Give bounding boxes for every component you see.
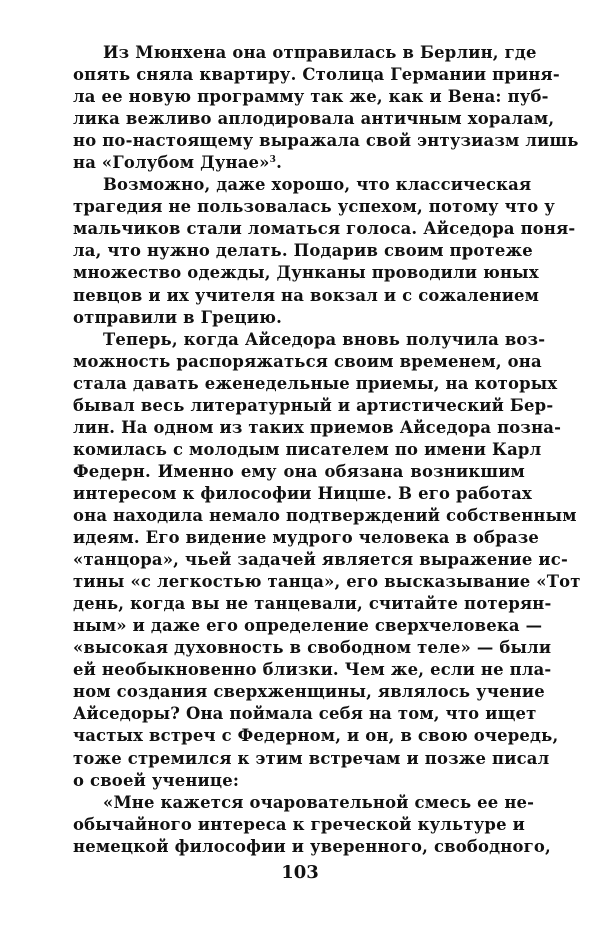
paragraph-4-quote bbox=[73, 792, 551, 858]
text-line: мальчиков стали ломаться голоса. Айседора поня- bbox=[73, 219, 576, 239]
text-line: Федерн. Именно ему она обязана возникшим bbox=[73, 461, 525, 481]
text-line: «Мне кажется очаровательной смесь ее не- bbox=[103, 792, 535, 812]
text-line: идеям. Его видение мудрого человека в образе bbox=[73, 528, 539, 548]
text-line: «высокая духовность в свободном теле» — были bbox=[73, 638, 552, 658]
text-line: лика вежливо аплодировала античным хоралам, bbox=[73, 109, 555, 129]
text-line: комилась с молодым писателем по имени Карл bbox=[73, 439, 542, 459]
paragraph-2 bbox=[73, 174, 576, 328]
sentence-end: . bbox=[276, 153, 283, 173]
text-line: она находила немало подтверждений собственным bbox=[73, 505, 577, 525]
text-line: лин. На одном из таких приемов Айседора позна- bbox=[73, 417, 562, 437]
text-line: ном создания сверхженщины, являлось учение bbox=[73, 682, 545, 702]
text-line: на «Голубом Дунае» bbox=[73, 153, 270, 173]
book-page-body bbox=[73, 42, 581, 858]
text-line: стала давать еженедельные приемы, на которых bbox=[73, 373, 558, 393]
text-line: Айседоры? Она поймала себя на том, что ищет bbox=[73, 704, 537, 724]
text-line: интересом к философии Ницше. В его работах bbox=[73, 483, 532, 503]
text-line: можность распоряжаться своим временем, она bbox=[73, 351, 542, 371]
text-line: немецкой философии и уверенного, свободного, bbox=[73, 836, 551, 856]
page-number: 103 bbox=[281, 862, 319, 883]
text-line: ла, что нужно делать. Подарив своим протеже bbox=[73, 241, 533, 261]
text-line: ным» и даже его определение сверхчеловека — bbox=[73, 616, 543, 636]
text-line: тины «с легкостью танца», его высказывание «Тот bbox=[73, 572, 581, 592]
text-line: бывал весь литературный и артистический Бер- bbox=[73, 395, 554, 415]
text-line: день, когда вы не танцевали, считайте потерян- bbox=[73, 594, 552, 614]
paragraph-1 bbox=[73, 42, 579, 174]
text-line: ей необыкновенно близки. Чем же, если не пла- bbox=[73, 660, 552, 680]
text-line: множество одежды, Дунканы проводили юных bbox=[73, 263, 539, 283]
text-line: отправили в Грецию. bbox=[73, 307, 283, 327]
text-line: но по-настоящему выражала свой энтузиазм лишь bbox=[73, 131, 579, 151]
footnote-marker[interactable]: 3 bbox=[269, 155, 277, 166]
text-line: Теперь, когда Айседора вновь получила воз- bbox=[103, 329, 546, 349]
text-line: частых встреч с Федерном, и он, в свою очередь, bbox=[73, 726, 559, 746]
text-line: тоже стремился к этим встречам и позже писал bbox=[73, 748, 550, 768]
text-line: обычайного интереса к греческой культуре и bbox=[73, 814, 525, 834]
text-line: ла ее новую программу так же, как и Вена: пуб- bbox=[73, 87, 549, 107]
text-line: «танцора», чьей задачей является выражение ис- bbox=[73, 550, 568, 570]
text-line: Возможно, даже хорошо, что классическая bbox=[103, 175, 532, 195]
text-line: о своей ученице: bbox=[73, 770, 240, 790]
text-line-with-footnote bbox=[73, 152, 525, 174]
text-line: опять сняла квартиру. Столица Германии приня- bbox=[73, 65, 560, 85]
text-line: Из Мюнхена она отправилась в Берлин, где bbox=[103, 43, 537, 62]
text-line: трагедия не пользовалась успехом, потому что у bbox=[73, 197, 555, 217]
text-line: певцов и их учителя на вокзал и с сожалением bbox=[73, 285, 540, 305]
paragraph-3 bbox=[73, 329, 581, 792]
